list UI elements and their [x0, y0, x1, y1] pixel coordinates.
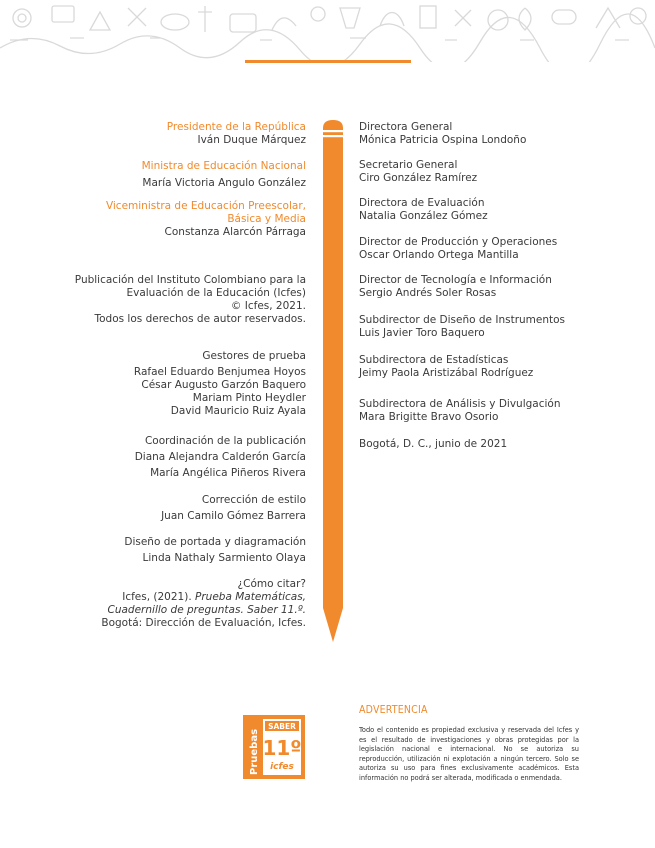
- correccion-name: Juan Camilo Gómez Barrera: [161, 510, 306, 522]
- doodle-pattern-icon: [0, 0, 655, 62]
- citation-line2: Cuadernillo de preguntas. Saber 11.º.: [107, 604, 306, 616]
- credit-title: Directora General: [359, 121, 453, 133]
- coordinacion-block: [60, 435, 306, 480]
- svg-text:Pruebas: Pruebas: [249, 728, 260, 775]
- credit-title: Director de Producción y Operaciones: [359, 236, 558, 248]
- credit-title: Subdirector de Diseño de Instrumentos: [359, 314, 566, 326]
- credit-item: [359, 121, 599, 159]
- credit-name: Luis Javier Toro Baquero: [359, 327, 485, 339]
- coordinacion-name: Diana Alejandra Calderón García: [134, 451, 306, 463]
- correccion-block: [60, 494, 306, 523]
- diseno-block: [60, 536, 306, 565]
- citation-author: Icfes, (2021).: [122, 591, 192, 603]
- ministra-block: [60, 160, 306, 190]
- credit-title: Subdirectora de Estadísticas: [359, 354, 509, 366]
- diseno-title: Diseño de portada y diagramación: [124, 536, 306, 548]
- svg-text:SABER: SABER: [268, 722, 296, 731]
- credit-name: Ciro González Ramírez: [359, 172, 478, 184]
- ministra-name: María Victoria Angulo González: [142, 177, 306, 189]
- coordinacion-title: Coordinación de la publicación: [144, 435, 306, 447]
- publication-line2: Evaluación de la Educación (Icfes): [126, 287, 306, 299]
- saber-11-logo: [243, 715, 305, 779]
- presidente-name: Iván Duque Márquez: [197, 134, 306, 146]
- viceministra-block: [60, 200, 306, 239]
- credit-name: Jeimy Paola Aristizábal Rodríguez: [359, 367, 534, 379]
- svg-text:icfes: icfes: [270, 762, 294, 772]
- citation-line3: Bogotá: Dirección de Evaluación, Icfes.: [101, 617, 306, 629]
- citation-line1: [60, 591, 306, 604]
- header-orange-rule: [245, 60, 411, 63]
- credit-title: Director de Tecnología e Información: [359, 274, 552, 286]
- svg-text:11º: 11º: [262, 736, 302, 760]
- gestor-name: Rafael Eduardo Benjumea Hoyos: [133, 366, 306, 378]
- citation-work-title: Prueba Matemáticas,: [195, 591, 306, 603]
- publication-line1: Publicación del Instituto Colombiano para la: [74, 274, 306, 286]
- ministra-title: Ministra de Educación Nacional: [141, 160, 306, 172]
- viceministra-title-line2: Básica y Media: [227, 213, 306, 225]
- gestor-name: César Augusto Garzón Baquero: [141, 379, 306, 391]
- institution-credits: [359, 121, 599, 451]
- credit-item: [359, 159, 599, 197]
- credit-title: Directora de Evaluación: [359, 197, 485, 209]
- copyright-line: © Icfes, 2021.: [230, 300, 306, 312]
- gestor-name: Mariam Pinto Heydler: [192, 392, 306, 404]
- warning-title: ADVERTENCIA: [359, 704, 428, 716]
- credit-item: [359, 398, 599, 434]
- viceministra-title-line1: Viceministra de Educación Preescolar,: [105, 200, 306, 212]
- credit-item: [359, 197, 599, 236]
- credit-title: Secretario General: [359, 159, 458, 171]
- gestores-block: [60, 350, 306, 418]
- pencil-divider-icon: [321, 120, 345, 645]
- credit-name: Mara Brigitte Bravo Osorio: [359, 411, 499, 423]
- credit-item: [359, 354, 599, 398]
- credit-name: Natalia González Gómez: [359, 210, 488, 222]
- credit-name: Oscar Orlando Ortega Mantilla: [359, 249, 519, 261]
- diseno-name: Linda Nathaly Sarmiento Olaya: [142, 552, 306, 564]
- government-credits: [60, 121, 306, 147]
- gestor-name: David Mauricio Ruiz Ayala: [170, 405, 306, 417]
- citation-title: ¿Cómo citar?: [237, 578, 306, 590]
- credit-item: [359, 274, 599, 314]
- credit-title: Subdirectora de Análisis y Divulgación: [359, 398, 561, 410]
- publication-date: Bogotá, D. C., junio de 2021: [359, 438, 508, 450]
- viceministra-name: Constanza Alarcón Párraga: [164, 226, 306, 238]
- presidente-title: Presidente de la República: [166, 121, 306, 133]
- correccion-title: Corrección de estilo: [201, 494, 306, 506]
- warning-text: Todo el contenido es propiedad exclusiva y reservada del Icfes y es el resultado de investigaciones y obras protegidas por la legislación nacional e internacional. No se autoriza su reproducción, utilización ni explotación a ningún tercero. Solo se autoriza su uso para fines exclusivamente académicos. Esta información no podrá ser alterada, modificada o enmendada.: [359, 726, 579, 782]
- publication-block: [60, 274, 306, 326]
- gestores-title: Gestores de prueba: [202, 350, 306, 362]
- header-doodle-pattern: [0, 0, 655, 62]
- credit-name: Mónica Patricia Ospina Londoño: [359, 134, 527, 146]
- rights-line: Todos los derechos de autor reservados.: [94, 313, 306, 325]
- citation-block: [60, 578, 306, 630]
- coordinacion-name: María Angélica Piñeros Rivera: [150, 467, 306, 479]
- credit-name: Sergio Andrés Soler Rosas: [359, 287, 497, 299]
- credit-item: [359, 314, 599, 354]
- credit-item: [359, 236, 599, 274]
